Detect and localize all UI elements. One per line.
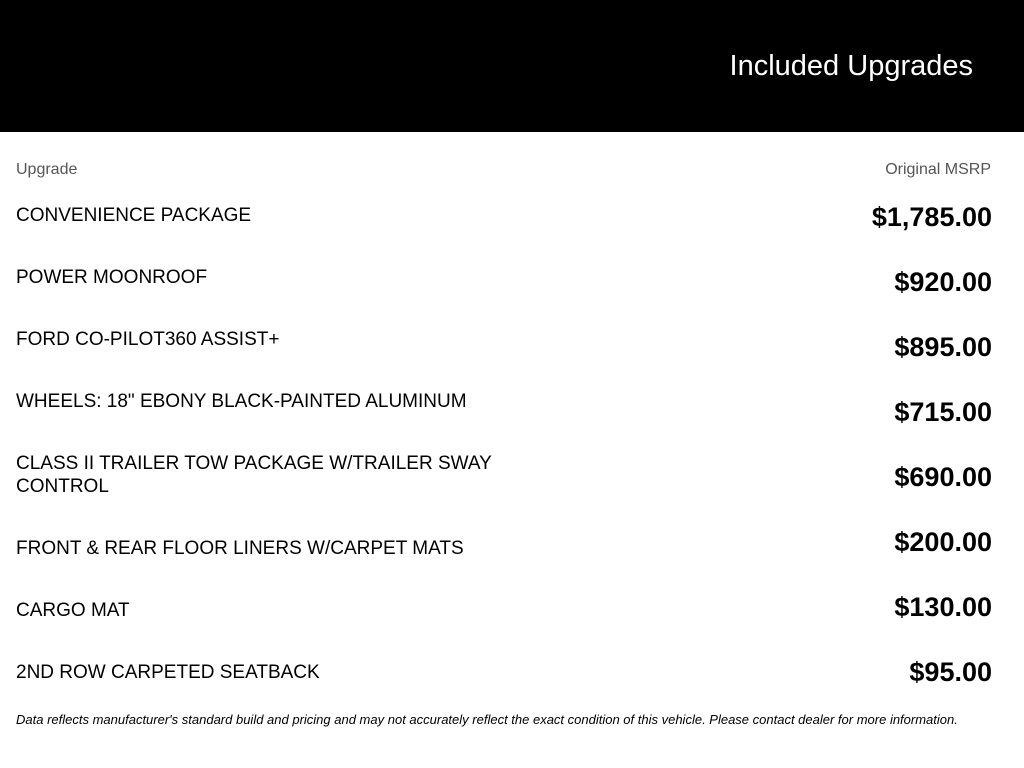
column-header-upgrade: Upgrade	[16, 161, 78, 178]
upgrade-name: POWER MOONROOF	[16, 267, 208, 288]
upgrade-price: $95.00	[909, 657, 992, 687]
upgrade-price: $895.00	[894, 332, 992, 362]
upgrade-name: CONVENIENCE PACKAGE	[16, 205, 252, 226]
upgrade-name: WHEELS: 18" EBONY BLACK-PAINTED ALUMINUM	[16, 391, 467, 412]
page-title: Included Upgrades	[729, 50, 973, 82]
upgrade-name: FRONT & REAR FLOOR LINERS W/CARPET MATS	[16, 538, 464, 559]
upgrade-price: $130.00	[894, 592, 992, 622]
upgrade-price: $715.00	[894, 397, 992, 427]
upgrade-price: $1,785.00	[871, 202, 992, 232]
upgrade-price: $690.00	[894, 462, 992, 492]
upgrade-price: $920.00	[894, 267, 992, 297]
header-banner	[0, 0, 1024, 132]
column-header-msrp: Original MSRP	[885, 161, 991, 178]
upgrade-name: FORD CO-PILOT360 ASSIST+	[16, 329, 280, 350]
upgrade-name: 2ND ROW CARPETED SEATBACK	[16, 662, 320, 683]
upgrade-name: CARGO MAT	[16, 600, 130, 621]
upgrade-name: CLASS II TRAILER TOW PACKAGE W/TRAILER SWAY CONTROL	[16, 453, 492, 497]
disclaimer-text: Data reflects manufacturer's standard build and pricing and may not accurately reflect the exact condition of this vehicle. Please contact dealer for more information.	[16, 712, 958, 727]
upgrade-price: $200.00	[894, 527, 992, 557]
